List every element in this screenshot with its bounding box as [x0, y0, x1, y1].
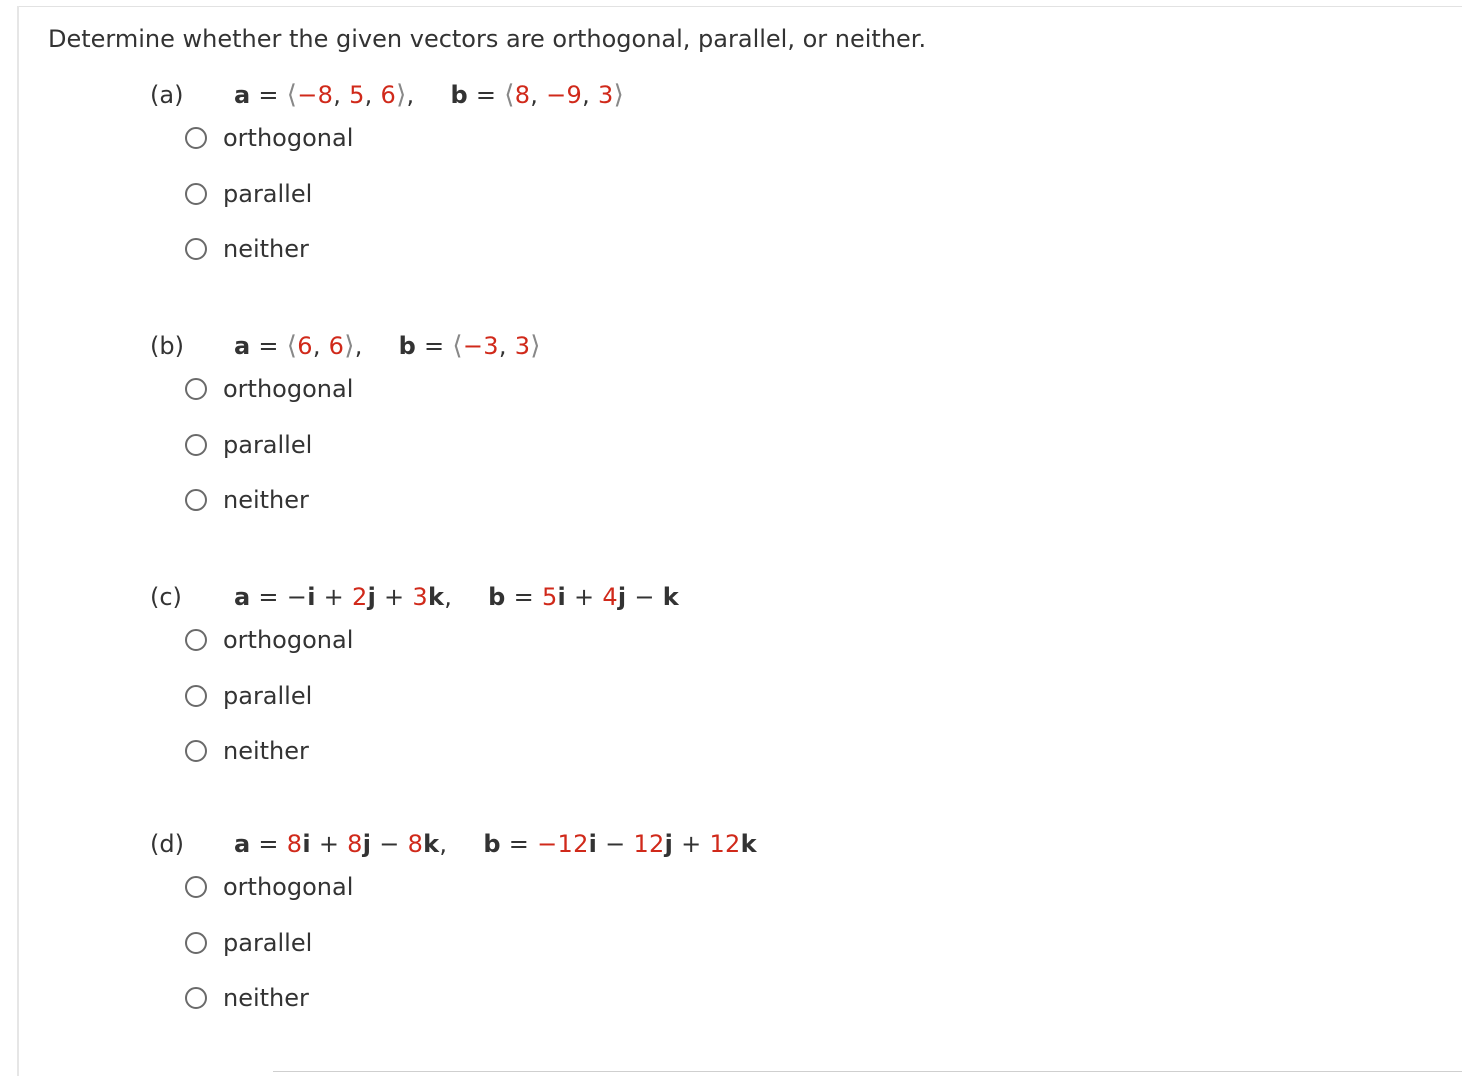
part-b-header: [150, 329, 1050, 363]
operator: ,: [582, 81, 598, 109]
vector-symbol: a: [234, 332, 251, 360]
option-label: parallel: [223, 430, 313, 459]
vector-value: −12: [537, 830, 589, 858]
angle-bracket: ⟨: [286, 331, 298, 361]
vector-value: 3: [514, 332, 531, 360]
operator: +: [673, 830, 710, 858]
vector-value: 3: [597, 81, 614, 109]
angle-bracket: ⟨: [286, 80, 298, 110]
vector-symbol: b: [488, 583, 506, 611]
option-neither[interactable]: [185, 483, 1050, 517]
vector-symbol: k: [427, 583, 445, 611]
vector-symbol: j: [664, 830, 674, 858]
radio-button[interactable]: [185, 238, 207, 260]
vector-symbol: i: [307, 583, 316, 611]
option-label: orthogonal: [223, 873, 354, 901]
vector-value: 8: [407, 830, 424, 858]
operator: +: [315, 583, 352, 611]
option-label: parallel: [223, 928, 313, 957]
part-c-header: [150, 580, 1050, 614]
option-label: parallel: [223, 681, 313, 710]
operator: =: [250, 830, 287, 858]
vector-symbol: a: [234, 81, 251, 109]
vector-value: 5: [349, 81, 365, 109]
answer-options: [150, 372, 1050, 517]
answer-options: [150, 870, 1050, 1015]
part-d: [150, 827, 1050, 1037]
option-label: orthogonal: [223, 375, 354, 403]
operator: ,: [364, 81, 381, 109]
option-neither[interactable]: [185, 981, 1050, 1015]
operator: +: [566, 583, 603, 611]
part-label: (c): [150, 583, 182, 611]
operator: ,: [530, 81, 547, 109]
option-parallel[interactable]: [185, 679, 1050, 713]
question-instructions: Determine whether the given vectors are orthogonal, parallel, or neither.: [48, 25, 927, 53]
vector-symbol: k: [662, 583, 679, 611]
option-label: neither: [223, 984, 309, 1012]
vector-symbol: b: [398, 332, 417, 360]
option-orthogonal[interactable]: [185, 372, 1050, 406]
operator: −: [597, 830, 634, 858]
operator: =: [500, 830, 538, 858]
radio-button[interactable]: [185, 183, 207, 205]
vector-value: 8: [514, 81, 531, 109]
operator: =: [505, 583, 542, 611]
operator: +: [376, 583, 413, 611]
vector-symbol: b: [450, 81, 468, 109]
part-a: [150, 78, 1050, 288]
part-label: (d): [150, 830, 184, 858]
radio-button[interactable]: [185, 127, 207, 149]
vector-symbol: k: [423, 830, 440, 858]
vector-symbol: a: [234, 583, 251, 611]
vector-symbol: i: [557, 583, 567, 611]
radio-button[interactable]: [185, 987, 207, 1009]
angle-bracket: ⟩: [396, 80, 407, 110]
operator: ,: [444, 583, 453, 611]
vector-symbol: j: [617, 583, 627, 611]
radio-button[interactable]: [185, 378, 207, 400]
option-parallel[interactable]: [185, 926, 1050, 960]
vector-symbol: k: [740, 830, 757, 858]
operator: =: [467, 81, 505, 109]
option-orthogonal[interactable]: [185, 623, 1050, 657]
part-b: [150, 329, 1050, 539]
vector-value: 6: [297, 332, 313, 360]
vector-expression: [234, 580, 679, 614]
option-orthogonal[interactable]: [185, 870, 1050, 904]
operator: ,: [312, 332, 329, 360]
vector-symbol: i: [588, 830, 598, 858]
operator: ,: [333, 81, 350, 109]
option-parallel[interactable]: [185, 428, 1050, 462]
vector-symbol: j: [367, 583, 377, 611]
part-label: (b): [150, 332, 184, 360]
vector-value: 4: [602, 583, 618, 611]
option-label: orthogonal: [223, 626, 354, 654]
radio-button[interactable]: [185, 629, 207, 651]
vector-expression: [234, 329, 541, 363]
radio-button[interactable]: [185, 740, 207, 762]
vector-value: 8: [347, 830, 363, 858]
left-divider: [17, 6, 19, 1076]
part-label: (a): [150, 81, 184, 109]
option-parallel[interactable]: [185, 177, 1050, 211]
option-label: neither: [223, 486, 309, 514]
vector-value: 2: [352, 583, 368, 611]
option-label: neither: [223, 235, 309, 263]
operator: ,: [498, 332, 515, 360]
vector-value: 12: [709, 830, 741, 858]
vector-value: −3: [462, 332, 499, 360]
angle-bracket: ⟩: [344, 331, 355, 361]
vector-value: −8: [297, 81, 334, 109]
operator: ,: [354, 332, 363, 360]
angle-bracket: ⟩: [613, 80, 625, 110]
vector-symbol: j: [362, 830, 372, 858]
top-divider: [18, 6, 1462, 7]
operator: −: [371, 830, 408, 858]
vector-symbol: i: [302, 830, 311, 858]
option-neither[interactable]: [185, 734, 1050, 768]
part-d-header: [150, 827, 1050, 861]
part-c: [150, 580, 1050, 790]
option-label: neither: [223, 737, 309, 765]
angle-bracket: ⟨: [504, 80, 515, 110]
vector-value: −9: [546, 81, 583, 109]
vector-expression: [234, 78, 624, 112]
radio-button[interactable]: [185, 685, 207, 707]
vector-value: 5: [541, 583, 558, 611]
operator: =: [416, 332, 453, 360]
bottom-divider: [273, 1071, 1462, 1072]
vector-symbol: a: [234, 830, 251, 858]
angle-bracket: ⟩: [530, 331, 541, 361]
option-label: orthogonal: [223, 124, 354, 152]
option-orthogonal[interactable]: [185, 121, 1050, 155]
operator: = −: [250, 583, 308, 611]
vector-value: 3: [412, 583, 428, 611]
operator: +: [310, 830, 348, 858]
vector-value: 8: [286, 830, 303, 858]
radio-button[interactable]: [185, 876, 207, 898]
radio-button[interactable]: [185, 932, 207, 954]
radio-button[interactable]: [185, 434, 207, 456]
vector-expression: [234, 827, 757, 861]
operator: =: [250, 332, 287, 360]
answer-options: [150, 623, 1050, 768]
vector-value: 12: [633, 830, 665, 858]
answer-options: [150, 121, 1050, 266]
operator: −: [626, 583, 663, 611]
radio-button[interactable]: [185, 489, 207, 511]
option-neither[interactable]: [185, 232, 1050, 266]
vector-value: 6: [380, 81, 397, 109]
vector-symbol: b: [483, 830, 501, 858]
option-label: parallel: [223, 179, 313, 208]
vector-value: 6: [328, 332, 345, 360]
operator: ,: [439, 830, 448, 858]
operator: ,: [406, 81, 415, 109]
part-a-header: [150, 78, 1050, 112]
operator: =: [250, 81, 287, 109]
angle-bracket: ⟨: [452, 331, 463, 361]
